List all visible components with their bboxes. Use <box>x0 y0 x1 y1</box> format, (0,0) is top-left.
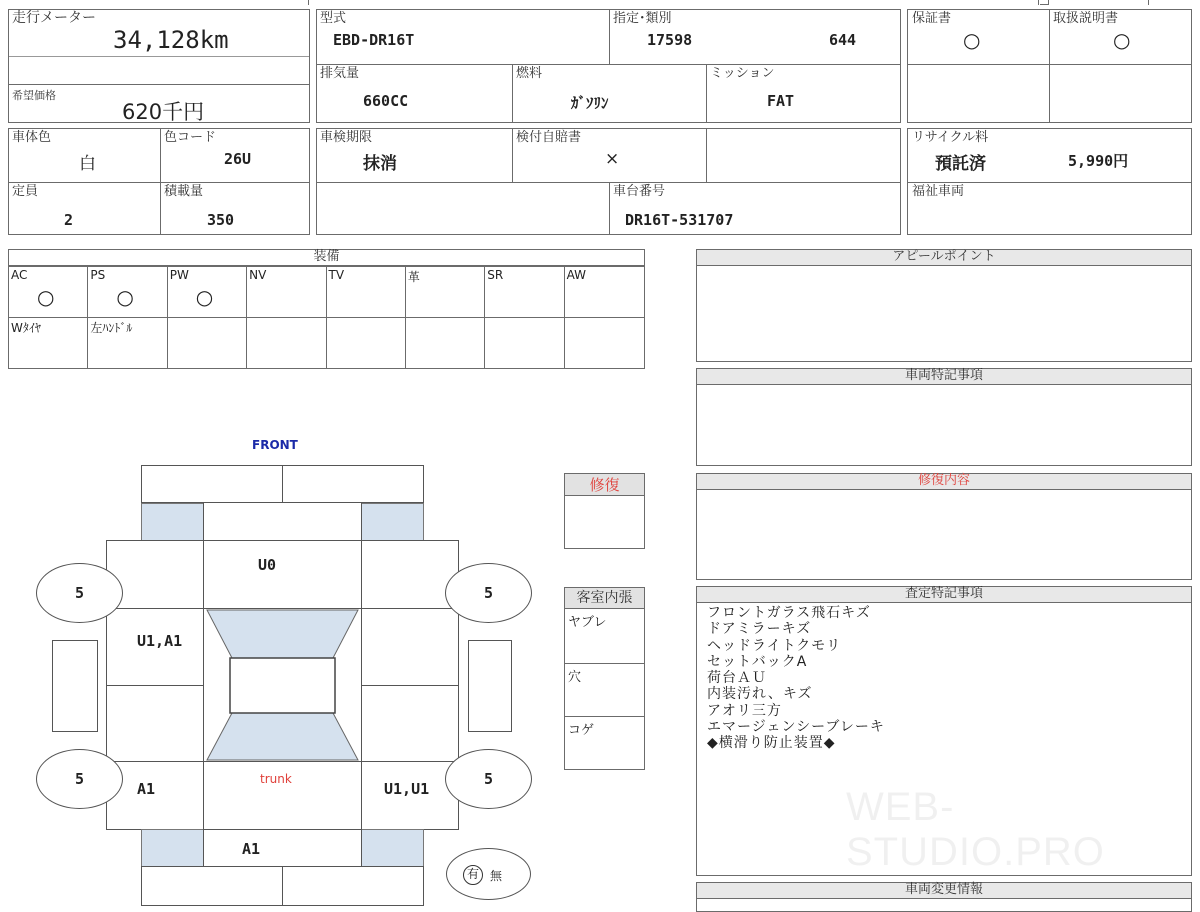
equipment-cell <box>565 317 644 369</box>
vehicle-notes-panel <box>696 368 1192 466</box>
assessment-line: ◆横滑り防止装置◆ <box>707 735 836 752</box>
recycle-label: リサイクル料 <box>912 130 989 145</box>
chassis-value: DR16T-531707 <box>625 211 734 229</box>
assessment-line: フロントガラス飛石キズ <box>707 605 871 621</box>
change-info-panel <box>696 882 1192 912</box>
left-mirror <box>52 640 98 732</box>
change-info-title: 車両変更情報 <box>697 883 1191 899</box>
model-label: 型式 <box>320 11 347 26</box>
equipment-mark: ○ <box>116 285 134 309</box>
equipment-cell <box>247 266 326 318</box>
front-windshield <box>207 610 358 658</box>
assessment-line: アオリ三方 <box>707 702 782 719</box>
equipment-cell <box>9 266 88 318</box>
equipment-label: NV <box>249 268 267 282</box>
color-code-value: 26U <box>224 150 252 168</box>
fuel-value: ｶﾞｿﾘﾝ <box>571 94 609 112</box>
interior-row <box>565 716 644 770</box>
equipment-cell <box>485 317 564 369</box>
car-diagram <box>0 430 560 900</box>
left-rear-door <box>106 685 204 762</box>
fuel-label: 燃料 <box>516 66 543 81</box>
tyre-rear-right: 5 <box>445 749 532 809</box>
equipment-mark: ○ <box>37 285 55 309</box>
appeal-title: アピールポイント <box>697 250 1191 266</box>
assessment-line: 内装汚れ、キズ <box>707 686 813 703</box>
repair-box <box>564 473 645 549</box>
class-value: 644 <box>829 31 857 49</box>
repair-details-panel <box>696 473 1192 580</box>
hood <box>203 540 362 609</box>
interior-row <box>565 609 644 663</box>
equipment-cell <box>168 266 247 318</box>
presence-yes: 有 <box>463 865 483 885</box>
load-value: 350 <box>207 211 235 229</box>
insurance-value: × <box>605 149 620 169</box>
chassis-label: 車台番号 <box>613 184 666 199</box>
equipment-cell <box>88 317 167 369</box>
designation-value: 17598 <box>647 31 693 49</box>
equipment-cell <box>406 317 485 369</box>
repair-details-title: 修復内容 <box>697 474 1191 490</box>
price-label: 希望価格 <box>12 89 56 102</box>
assessment-line: エマージェンシーブレーキ <box>707 719 885 736</box>
top-strip <box>0 0 1200 6</box>
equipment-cell <box>9 317 88 369</box>
rear-left-light <box>141 829 204 867</box>
color-label: 車体色 <box>12 130 52 145</box>
welfare-label: 福祉車両 <box>912 184 965 199</box>
equipment-label: AC <box>11 268 28 282</box>
color-code-label: 色コード <box>164 130 217 145</box>
vehicle-notes-title: 車両特記事項 <box>697 369 1191 385</box>
manual-label: 取扱説明書 <box>1053 11 1119 26</box>
front-bumper-right <box>282 465 424 503</box>
equipment-cell <box>406 266 485 318</box>
equipment-cell <box>327 317 406 369</box>
manual-value: ○ <box>1113 28 1131 52</box>
interior-row-label: 穴 <box>568 669 582 685</box>
interior-box <box>564 587 645 770</box>
assessment-title: 査定特記事項 <box>697 587 1191 603</box>
rear-right-light <box>361 829 424 867</box>
rear-panel-label: A1 <box>242 840 261 858</box>
displacement-label: 排気量 <box>320 66 360 81</box>
equipment-grid <box>8 249 645 369</box>
right-front-door <box>361 608 459 686</box>
warranty-box <box>907 9 1192 123</box>
equipment-label: AW <box>566 268 587 282</box>
inspection-value: 抹消 <box>363 154 397 174</box>
tyre-front-left: 5 <box>36 563 123 623</box>
insurance-label: 検付自賠書 <box>516 130 582 145</box>
appeal-panel <box>696 249 1192 362</box>
transmission-value: FAT <box>767 92 795 110</box>
right-rear-label: U1,U1 <box>384 780 430 798</box>
roof <box>230 658 335 713</box>
assessment-line: セットバックA <box>707 653 808 670</box>
rear-windshield <box>207 713 358 760</box>
right-rear-door <box>361 685 459 762</box>
hood-label: U0 <box>258 556 277 574</box>
equipment-label: PW <box>169 268 189 282</box>
equipment-label: 革 <box>407 270 420 284</box>
model-value: EBD-DR16T <box>333 31 415 49</box>
equipment-cell <box>565 266 644 318</box>
watermark: WEB-STUDIO.PRO <box>846 785 1105 874</box>
assessment-lines <box>707 605 1177 752</box>
recycle-fee: 5,990円 <box>1068 152 1129 170</box>
front-grille <box>203 503 362 541</box>
rear-bumper-left <box>141 866 283 906</box>
price-value: 620千円 <box>122 100 205 124</box>
equipment-cell <box>88 266 167 318</box>
interior-row-label: コゲ <box>568 723 595 738</box>
load-label: 積載量 <box>164 184 204 199</box>
interior-row <box>565 663 644 717</box>
inspection-label: 車検期限 <box>320 130 373 145</box>
warranty-value: ○ <box>963 28 981 52</box>
tyre-rear-left: 5 <box>36 749 123 809</box>
interior-row-label: ヤブレ <box>568 615 607 630</box>
equipment-cell <box>247 317 326 369</box>
equipment-label: 左ﾊﾝﾄﾞﾙ <box>90 321 133 335</box>
recycle-status: 預託済 <box>935 154 986 174</box>
assessment-line: ヘッドライトクモリ <box>707 637 842 654</box>
equipment-cell <box>327 266 406 318</box>
interior-title: 客室内張 <box>565 588 644 609</box>
front-label: FRONT <box>252 438 298 452</box>
rear-bumper-right <box>282 866 424 906</box>
designation-label: 指定･類別 <box>613 11 672 26</box>
trunk-label: trunk <box>260 772 292 786</box>
equipment-mark: ○ <box>195 285 214 309</box>
assessment-line: 荷台ＡＵ <box>707 670 767 687</box>
transmission-label: ミッション <box>710 66 775 81</box>
equipment-label: TV <box>328 268 345 282</box>
capacity-value: 2 <box>64 211 74 229</box>
equipment-cell <box>485 266 564 318</box>
mileage-label: 走行メーター <box>12 10 96 26</box>
color-value: 白 <box>79 154 96 174</box>
inspection-box <box>316 128 901 235</box>
rear-panel <box>203 829 362 867</box>
equipment-title: 装備 <box>9 250 644 266</box>
front-left-light <box>141 503 204 541</box>
right-front-fender <box>361 540 459 609</box>
equipment-label: Wﾀｲﾔ <box>11 321 41 335</box>
equipment-label: SR <box>487 268 504 282</box>
displacement-value: 660CC <box>363 92 409 110</box>
color-capacity-box <box>8 128 310 235</box>
repair-title: 修復 <box>565 474 644 496</box>
assessment-line: ドアミラーキズ <box>707 621 812 638</box>
mileage-value: 34,128km <box>113 26 229 54</box>
mileage-price-box <box>8 9 310 123</box>
tyre-front-right: 5 <box>445 563 532 623</box>
equipment-label: PS <box>90 268 106 282</box>
front-right-light <box>361 503 424 541</box>
front-bumper-left <box>141 465 283 503</box>
model-box <box>316 9 901 123</box>
equipment-cell <box>168 317 247 369</box>
windshields <box>203 608 362 762</box>
presence-no: 無 <box>490 869 503 883</box>
spare-tyre-indicator <box>446 848 531 900</box>
right-mirror <box>468 640 512 732</box>
capacity-label: 定員 <box>12 184 39 199</box>
warranty-label: 保証書 <box>912 11 952 26</box>
left-front-door-label: U1,A1 <box>137 632 183 650</box>
recycle-box <box>907 128 1192 235</box>
left-rear-label: A1 <box>137 780 156 798</box>
